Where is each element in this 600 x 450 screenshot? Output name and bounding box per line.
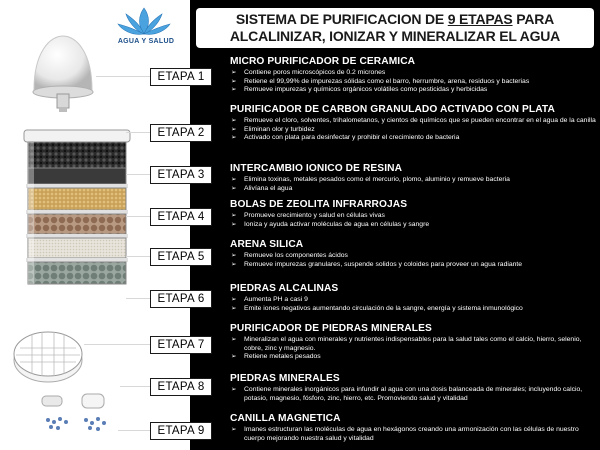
connector-line <box>120 386 152 387</box>
stage-2 <box>230 104 596 143</box>
list-item <box>230 296 596 305</box>
item-text: Aumenta PH a casi 9 <box>244 296 308 303</box>
arrow-bullet-icon: ➢ <box>231 386 237 393</box>
etapa-label-5: ETAPA 5 <box>150 248 212 266</box>
arrow-bullet-icon: ➢ <box>231 212 237 219</box>
connector-line <box>96 76 152 77</box>
magnetic-faucet-parts-image <box>38 392 116 440</box>
item-text: Emite iones negativos aumentando circulación de la sangre, energía y sistema inmunológico <box>244 304 523 312</box>
etapa-label-7: ETAPA 7 <box>150 336 212 354</box>
stage-title: PIEDRAS MINERALES <box>230 373 340 384</box>
list-item <box>230 353 596 362</box>
arrow-bullet-icon: ➢ <box>231 296 237 303</box>
item-text: Retiene el 99,99% de impurezas sólidas como el barro, herrumbre, arena, residuos y bacterias <box>244 77 530 85</box>
item-text: Imanes estructuran las moléculas de agua en hexágonos creando una armonización con las células de nuestro cuerpo mejorando nuestra salud y vitalidad <box>244 426 579 442</box>
stage-7 <box>230 323 596 362</box>
stage-title: MICRO PURIFICADOR DE CERAMICA <box>230 56 416 67</box>
item-text: Activado con plata para desinfectar y prohibir el crecimiento de bacteria <box>244 134 460 142</box>
item-text: Contiene poros microscópicos de 0.2 micrones <box>244 69 386 76</box>
arrow-bullet-icon: ➢ <box>231 353 237 361</box>
arrow-bullet-icon: ➢ <box>231 260 237 268</box>
stage-title: PIEDRAS ALCALINAS <box>230 283 339 294</box>
etapa-label-3: ETAPA 3 <box>150 166 212 184</box>
item-text: Alivíana el agua <box>244 184 293 192</box>
list-item <box>230 221 596 230</box>
item-text: Remueve los componentes ácidos <box>244 252 348 259</box>
arrow-bullet-icon: ➢ <box>231 86 237 94</box>
list-item <box>230 212 596 221</box>
item-text: Eliminan olor y turbidez <box>244 125 315 133</box>
etapa-label-9: ETAPA 9 <box>150 422 212 440</box>
list-item <box>230 69 596 78</box>
arrow-bullet-icon: ➢ <box>231 77 237 85</box>
title-part: SISTEMA DE PURIFICACION DE <box>235 11 448 27</box>
item-text: Remueve el cloro, solventes, trihalometanos, y cientos de químicos que se pueden encontrar en el agua de la canilla <box>244 117 596 124</box>
list-item <box>230 336 596 353</box>
arrow-bullet-icon: ➢ <box>231 125 237 133</box>
list-item <box>230 252 596 261</box>
list-item <box>230 305 596 314</box>
arrow-bullet-icon: ➢ <box>231 134 237 142</box>
stage-title: PURIFICADOR DE PIEDRAS MINERALES <box>230 323 432 334</box>
arrow-bullet-icon: ➢ <box>231 176 237 183</box>
stage-8 <box>230 373 596 403</box>
arrow-bullet-icon: ➢ <box>231 184 237 192</box>
item-text: Contiene minerales inorgánicos para infundir al agua con una dosis balanceada de minerales; incluyendo calcio, potasio, magnesio, fósforo, zinc, hierro, etc. Promoviendo salud y vitalidad <box>244 386 583 402</box>
stage-3 <box>230 163 596 193</box>
lotus-logo-icon <box>112 4 176 56</box>
arrow-bullet-icon: ➢ <box>231 252 237 259</box>
connector-line <box>126 132 152 133</box>
page-title <box>196 11 594 45</box>
item-text: Remueve impurezas granulares, suspende solidos y coloides para proveer un agua radiante <box>244 260 523 268</box>
arrow-bullet-icon: ➢ <box>231 220 237 228</box>
item-text: Ioniza y ayuda activar moléculas de agua en células y sangre <box>244 220 430 228</box>
connector-line <box>84 344 152 345</box>
title-part: PARA <box>512 11 555 27</box>
list-item <box>230 426 596 443</box>
arrow-bullet-icon: ➢ <box>231 117 237 124</box>
stage-5 <box>230 239 596 269</box>
item-text: Mineralizan el agua con minerales y nutrientes indispensables para la salud tales como el calcio, hierro, selenio, cobre, zinc y magnesio. <box>244 336 582 352</box>
item-text: Retiene metales pesados <box>244 353 321 361</box>
arrow-bullet-icon: ➢ <box>231 69 237 76</box>
connector-line <box>126 174 152 175</box>
list-item <box>230 78 596 87</box>
item-text: Promueve crecimiento y salud en células vivas <box>244 212 385 219</box>
title-line-2: ALCALINIZAR, IONIZAR Y MINERALIZAR EL AGUA <box>229 28 561 44</box>
list-item <box>230 261 596 270</box>
stage-title: CANILLA MAGNETICA <box>230 413 341 424</box>
list-item <box>230 86 596 95</box>
list-item <box>230 117 596 126</box>
etapa-label-8: ETAPA 8 <box>150 378 212 396</box>
ceramic-filter-image <box>28 32 98 114</box>
list-item <box>230 185 596 194</box>
etapa-label-2: ETAPA 2 <box>150 124 212 142</box>
title-highlight: 9 ETAPAS <box>447 11 513 27</box>
item-text: Elimina toxinas, metales pesados como el mercurio, plomo, aluminio y remueve bacteria <box>244 176 510 183</box>
etapa-label-6: ETAPA 6 <box>150 290 212 308</box>
connector-line <box>126 216 152 217</box>
stage-title: BOLAS DE ZEOLITA INFRARROJAS <box>230 199 408 210</box>
connector-line <box>118 430 152 431</box>
stage-title: INTERCAMBIO IONICO DE RESINA <box>230 163 403 174</box>
connector-line <box>126 298 152 299</box>
logo-text: AGUA Y SALUD <box>117 38 175 45</box>
etapa-label-1: ETAPA 1 <box>150 68 212 86</box>
list-item <box>230 134 596 143</box>
stage-6 <box>230 283 596 313</box>
mineral-stone-tray-image <box>12 318 84 388</box>
arrow-bullet-icon: ➢ <box>231 304 237 312</box>
arrow-bullet-icon: ➢ <box>231 426 237 433</box>
arrow-bullet-icon: ➢ <box>231 336 237 343</box>
filter-cartridge-image <box>18 128 136 288</box>
stage-title: ARENA SILICA <box>230 239 304 250</box>
stage-title: PURIFICADOR DE CARBON GRANULADO ACTIVADO CON PLATA <box>230 104 555 115</box>
stage-4 <box>230 199 596 229</box>
list-item <box>230 386 596 403</box>
connector-line <box>126 256 152 257</box>
stage-9 <box>230 413 596 443</box>
list-item <box>230 126 596 135</box>
etapa-label-4: ETAPA 4 <box>150 208 212 226</box>
item-text: Remueve impurezas y químicos orgánicos volátiles como pesticidas y herbicidas <box>244 86 488 94</box>
stage-1 <box>230 56 596 95</box>
list-item <box>230 176 596 185</box>
